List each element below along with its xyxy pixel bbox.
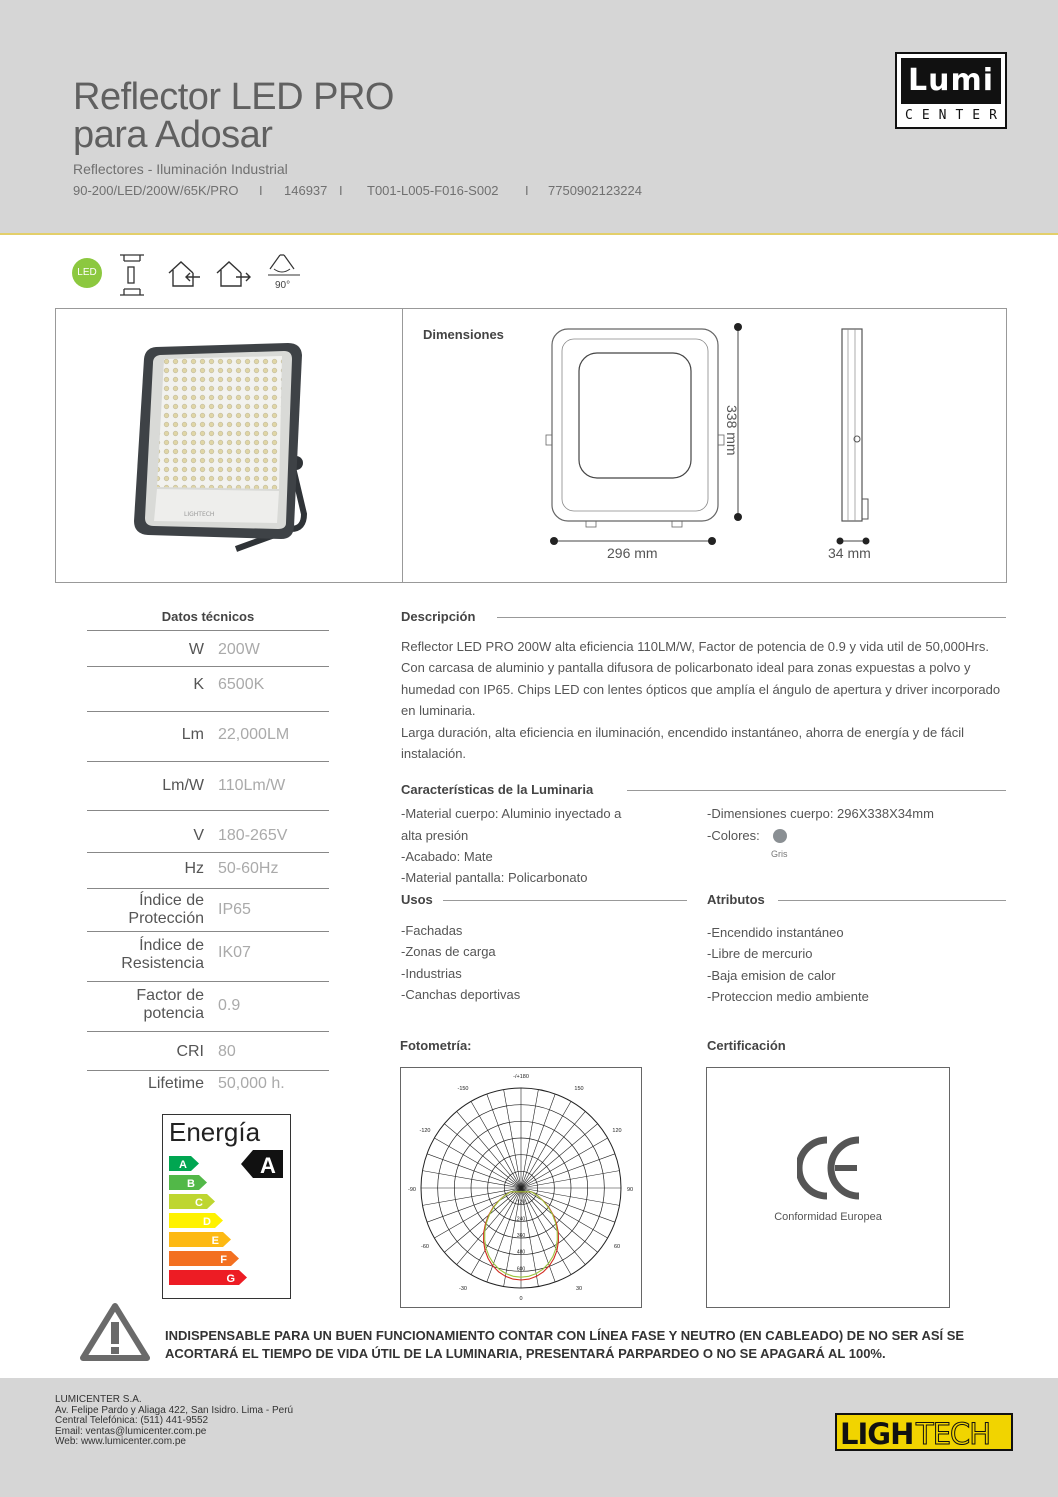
row-divider [87,761,329,762]
polar-angle-label: 120 [612,1128,622,1134]
spec-value: 0.9 [218,997,241,1014]
warning-text [165,1327,964,1363]
code-separator: I [259,183,263,198]
spec-value: 200W [218,641,260,658]
subtitle: Reflectores - Iluminación Industrial [73,161,288,177]
polar-angle-label: 90 [626,1187,634,1193]
polar-angle-label: -90 [408,1187,416,1193]
spec-value: 50,000 h. [218,1075,285,1092]
product-sku: 146937 [284,183,328,198]
row-divider [87,711,329,712]
caracteristica-item: -Colores: [707,828,760,843]
polar-radial-label: 240 [516,1216,526,1223]
atributos-item: -Proteccion medio ambiente [707,989,869,1004]
svg-text:LIGHTECH: LIGHTECH [184,511,215,518]
section-rule [497,617,1006,618]
floodlight-product-image [126,339,336,559]
spec-key: Lm [181,726,204,743]
product-model: 90-200/LED/200W/65K/PRO [73,183,239,198]
polar-grid [421,1088,621,1288]
spec-key-line: Índice de [139,892,204,909]
polar-angle-label: -/+180 [513,1074,529,1080]
warning-icon [80,1302,150,1362]
company-address: Av. Felipe Pardo y Aliaga 422, San Isidro. Lima - Perú [55,1404,294,1416]
spec-key-line: potencia [143,1005,204,1022]
energy-class-letter: E [211,1235,219,1247]
polar-angle-label: -150 [457,1086,469,1092]
product-ean: 7750902123224 [548,183,642,198]
color-swatch [773,829,787,843]
ceiling-mount-icon [116,253,148,298]
title-line-1: Reflector LED PRO [73,76,394,118]
datos-tecnicos-title: Datos técnicos [161,609,255,624]
spec-value: 180-265V [218,827,288,844]
row-divider [87,888,329,889]
led-icon: LED [72,258,102,288]
energy-class-letter: A [179,1159,187,1171]
polar-photometry-diagram [401,1068,641,1307]
certificacion-title: Certificación [707,1038,786,1053]
usos-item: -Fachadas [401,923,463,938]
code-separator: I [339,183,343,198]
row-divider [87,1031,329,1032]
atributos-item: -Libre de mercurio [707,946,813,961]
spec-key-line: Factor de [136,987,204,1004]
row-divider [87,630,329,631]
spec-value: 80 [218,1043,236,1060]
caracteristica-item: -Material pantalla: Policarbonato [401,870,588,885]
lumicenter-logo [895,52,1007,129]
logo-lumi: Lumi [901,58,1001,104]
dimensions-label: Dimensiones [423,327,504,342]
polar-angle-label: 150 [574,1086,584,1092]
company-email: Email: ventas@lumicenter.com.pe [55,1425,207,1437]
company-info [55,1395,293,1448]
photometry-box [400,1067,642,1308]
atributos-item: -Baja emision de calor [707,968,836,983]
descripcion-text [401,636,1001,764]
lightech-logo [835,1413,1013,1451]
polar-angle-label: -120 [419,1128,431,1134]
code-separator: I [525,183,529,198]
warning-line: INDISPENSABLE PARA UN BUEN FUNCIONAMIENTO CONTAR CON LÍNEA FASE Y NEUTRO (EN CABLEADO) DE NO SER ASÍ SE [165,1328,965,1343]
color-name: Gris [771,849,788,859]
outdoor-house-icon [214,259,252,289]
polar-angle-label: 30 [575,1286,583,1292]
front-view-drawing [536,321,756,551]
energy-class-arrows [169,1156,249,1291]
spec-key: V [193,827,204,844]
spec-key: Lm/W [162,777,204,794]
depth-label: 34 mm [828,545,871,561]
product-image-box [55,308,1007,583]
energy-class-letter: F [220,1254,227,1266]
spec-key: W [188,641,204,658]
company-phone: Central Telefónica: (511) 441-9552 [55,1415,209,1426]
company-web: Web: www.lumicenter.com.pe [55,1436,186,1447]
spec-value: IP65 [218,901,251,918]
section-rule [627,790,1006,791]
polar-angle-label: -30 [459,1286,467,1292]
spec-key: CRI [176,1043,204,1060]
energy-class-e [169,1232,231,1247]
spec-key-multiline [128,892,204,928]
spec-value: IK07 [218,944,251,961]
usos-item: -Canchas deportivas [401,987,521,1002]
polar-radial-label: 600 [516,1266,526,1273]
row-divider [87,931,329,932]
energy-class-f [169,1251,239,1266]
page-title [73,78,394,154]
ce-mark-icon [797,1134,863,1202]
usos-title: Usos [401,892,433,907]
caracteristica-item: -Material cuerpo: Aluminio inyectado a [401,806,622,821]
row-divider [87,852,329,853]
polar-radial-label: 120 [516,1199,526,1206]
polar-angle-label: 0 [519,1296,523,1302]
energy-class-letter: B [187,1178,195,1190]
spec-key-multiline [121,937,204,973]
fotometria-title: Fotometría: [400,1038,472,1053]
usos-item: -Zonas de carga [401,944,496,959]
energy-class-b [169,1175,207,1190]
certification-box [706,1067,950,1308]
polar-radial-label: 480 [516,1249,526,1256]
beam-angle-label: 90° [275,280,291,291]
descripcion-title: Descripción [401,609,476,624]
energy-class-letter: D [203,1216,211,1228]
spec-value: 6500K [218,676,265,693]
caracteristica-item: -Dimensiones cuerpo: 296X338X34mm [707,806,934,821]
energy-class-letter: C [195,1197,203,1209]
title-line-2: para Adosar [73,114,273,156]
spec-key-line: Protección [128,910,204,927]
indoor-house-icon [166,259,202,289]
energy-class-letter: G [226,1273,235,1285]
atributos-title: Atributos [707,892,765,907]
caracteristicas-title: Características de la Luminaria [401,782,594,797]
spec-value: 22,000LM [218,726,290,743]
energy-rating-arrow [241,1150,283,1178]
company-name: LUMICENTER S.A. [55,1394,142,1405]
energy-class-g [169,1270,247,1285]
spec-key: Lifetime [147,1075,204,1092]
header [0,0,1058,235]
spec-key-line: Índice de [139,937,204,954]
row-divider [87,1070,329,1071]
feature-icons [70,253,330,298]
spec-value: 110Lm/W [218,777,286,794]
descripcion-paragraph: Reflector LED PRO 200W alta eficiencia 110LM/W, Factor de potencia de 0.9 y vida util de 50,000Hrs. Con carcasa de aluminio y pantalla difusora de policarbonato ideal para zonas expuestas a polvo y humedad con IP65. Chips LED con lentes ópticos que amplía el ángulo de apertura y driver incorporado en luminaria. [401,639,1001,719]
brand-left: LIGH [840,1417,914,1451]
section-rule [778,900,1006,901]
descripcion-paragraph: Larga duración, alta eficiencia en iluminación, encendido instantáneo, ahorra de energía y de fácil instalación. [401,724,964,762]
atributos-item: -Encendido instantáneo [707,925,844,940]
polar-angle-label: 60 [613,1244,621,1250]
footer [0,1378,1058,1497]
box-divider [402,309,403,582]
side-view-drawing [826,321,886,551]
energy-rating: A [260,1153,276,1178]
usos-item: -Industrias [401,966,462,981]
polar-angle-label: -60 [421,1244,429,1250]
energy-label [162,1114,291,1299]
polar-radial-label: 360 [516,1233,526,1239]
brand-right: TECH [916,1417,991,1451]
spec-value: 50-60Hz [218,860,279,877]
width-label: 296 mm [607,545,658,561]
caracteristica-item: -Acabado: Mate [401,849,493,864]
spec-key: K [193,676,204,693]
section-rule [443,900,687,901]
energy-title: Energía [169,1117,261,1147]
spec-key: Hz [184,860,204,877]
row-divider [87,981,329,982]
spec-key-multiline [136,987,204,1023]
logo-center: CENTER [905,108,1006,123]
height-label: 338 mm [724,405,740,456]
energy-class-d [169,1213,223,1228]
energy-class-c [169,1194,215,1209]
row-divider [87,810,329,811]
caracteristica-item: alta presión [401,828,469,843]
ce-caption: Conformidad Europea [774,1211,882,1223]
product-family-code: T001-L005-F016-S002 [367,183,499,198]
warning-line: ACORTARÁ EL TIEMPO DE VIDA ÚTIL DE LA LUMINARIA, PRESENTARÁ PARPARDEO O NO SE APAGARÁ AL 100%. [165,1346,886,1361]
energy-class-a [169,1156,199,1171]
beam-angle-icon [266,253,302,281]
spec-key-line: Resistencia [121,955,204,972]
row-divider [87,666,329,667]
